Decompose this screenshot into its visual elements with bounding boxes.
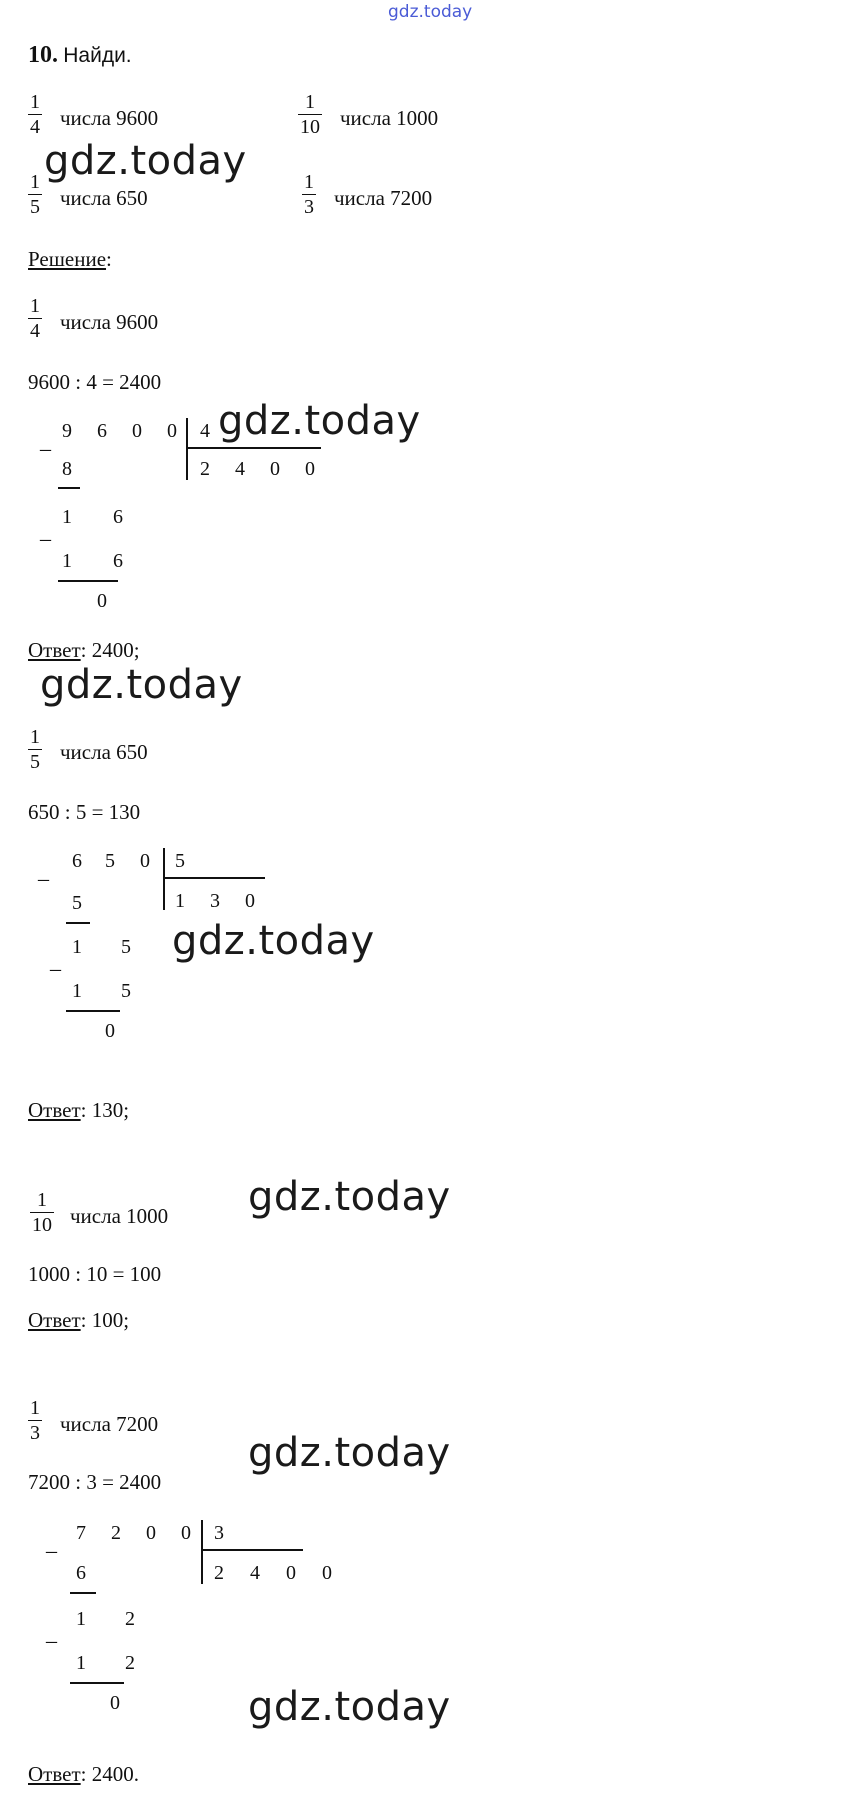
part2-fraction (28, 727, 42, 772)
subtrahend: 1 2 (76, 1652, 152, 1674)
watermark: gdz.today (248, 1430, 451, 1476)
division-horizontal-line (186, 447, 321, 449)
task-title: Найди. (63, 44, 132, 67)
remainder: 1 6 (62, 506, 141, 528)
underline (66, 922, 90, 924)
subtrahend: 1 5 (72, 980, 148, 1002)
solution-colon: : (106, 247, 112, 271)
solution-label (28, 247, 112, 272)
underline (58, 580, 118, 582)
minus-sign: _ (50, 948, 61, 973)
minus-sign: _ (46, 1620, 57, 1645)
minus-sign: _ (38, 858, 49, 883)
answer-label: Ответ (28, 1308, 81, 1332)
item-text: числа 7200 (334, 186, 433, 210)
denominator: 5 (30, 196, 40, 218)
dividend-digit: 0 (181, 1522, 191, 1544)
watermark: gdz.today (44, 138, 247, 184)
divisor: 3 (214, 1522, 224, 1544)
subtrahend: 5 (72, 892, 82, 914)
watermark: gdz.today (248, 1174, 451, 1220)
denominator: 3 (30, 1422, 40, 1444)
division-vertical-line (186, 418, 188, 480)
watermark: gdz.today (218, 398, 421, 444)
denominator: 10 (300, 116, 320, 138)
part1-text: числа 9600 (60, 310, 159, 334)
underline (66, 1010, 120, 1012)
part3-fraction (30, 1190, 54, 1235)
minus-sign: _ (40, 518, 51, 543)
numerator: 1 (305, 91, 315, 113)
quotient-digit: 0 (322, 1562, 332, 1584)
minus-sign: _ (46, 1530, 57, 1555)
answer-label: Ответ (28, 1762, 81, 1786)
remainder: 0 (97, 590, 107, 612)
dividend-digit: 0 (132, 420, 142, 442)
part3-text: числа 1000 (70, 1204, 169, 1228)
underline (70, 1592, 96, 1594)
dividend-digit: 7 (76, 1522, 86, 1544)
denominator: 5 (30, 751, 40, 773)
dividend-digit: 2 (111, 1522, 121, 1544)
answer-value: : 100; (80, 1308, 130, 1332)
part4-text: числа 7200 (60, 1412, 159, 1436)
quotient-digit: 3 (210, 890, 220, 912)
quotient-digit: 4 (250, 1562, 260, 1584)
denominator: 3 (304, 196, 314, 218)
divisor: 4 (200, 420, 210, 442)
item-fraction (28, 172, 42, 217)
quotient-digit: 2 (200, 458, 210, 480)
remainder: 0 (105, 1020, 115, 1042)
part1-fraction (28, 296, 42, 341)
item-text: числа 9600 (60, 106, 159, 130)
part3-answer (28, 1308, 129, 1333)
watermark: gdz.today (172, 918, 375, 964)
dividend-digit: 6 (97, 420, 107, 442)
part4-equation: 7200 : 3 = 2400 (28, 1470, 162, 1494)
numerator: 1 (37, 1189, 47, 1211)
part2-equation: 650 : 5 = 130 (28, 800, 141, 824)
item-text: числа 650 (60, 186, 148, 210)
quotient-digit: 4 (235, 458, 245, 480)
division-horizontal-line (163, 877, 265, 879)
quotient-digit: 0 (245, 890, 255, 912)
quotient-digit: 0 (305, 458, 315, 480)
item-fraction (298, 92, 322, 137)
division-vertical-line (201, 1520, 203, 1584)
numerator: 1 (30, 1397, 40, 1419)
denominator: 10 (32, 1214, 52, 1236)
part4-fraction (28, 1398, 42, 1443)
remainder: 1 2 (76, 1608, 152, 1630)
answer-value: : 2400. (80, 1762, 139, 1786)
item-fraction (28, 92, 42, 137)
denominator: 4 (30, 116, 40, 138)
part3-equation: 1000 : 10 = 100 (28, 1262, 162, 1286)
answer-label: Ответ (28, 638, 81, 662)
numerator: 1 (30, 91, 40, 113)
watermark: gdz.today (248, 1684, 451, 1730)
dividend-digit: 5 (105, 850, 115, 872)
dividend-digit: 0 (146, 1522, 156, 1544)
answer-value: : 130; (80, 1098, 130, 1122)
underline (70, 1682, 124, 1684)
divisor: 5 (175, 850, 185, 872)
answer-value: : 2400; (80, 638, 140, 662)
task-heading (28, 42, 132, 69)
numerator: 1 (30, 726, 40, 748)
numerator: 1 (30, 171, 40, 193)
item-fraction (302, 172, 316, 217)
part4-answer (28, 1762, 139, 1787)
numerator: 1 (304, 171, 314, 193)
item-text: числа 1000 (340, 106, 439, 130)
quotient-digit: 1 (175, 890, 185, 912)
subtrahend: 8 (62, 458, 72, 480)
underline (58, 487, 80, 489)
remainder: 1 5 (72, 936, 148, 958)
minus-sign: _ (40, 428, 51, 453)
dividend-digit: 6 (72, 850, 82, 872)
denominator: 4 (30, 320, 40, 342)
subtrahend: 1 6 (62, 550, 141, 572)
task-number: 10. (28, 42, 58, 68)
site-watermark-top: gdz.today (388, 2, 473, 22)
part1-equation: 9600 : 4 = 2400 (28, 370, 162, 394)
numerator: 1 (30, 295, 40, 317)
quotient-digit: 2 (214, 1562, 224, 1584)
part1-answer (28, 638, 140, 663)
quotient-digit: 0 (286, 1562, 296, 1584)
watermark: gdz.today (40, 662, 243, 708)
subtrahend: 6 (76, 1562, 86, 1584)
dividend-digit: 0 (167, 420, 177, 442)
division-vertical-line (163, 848, 165, 910)
remainder: 0 (110, 1692, 120, 1714)
quotient-digit: 0 (270, 458, 280, 480)
answer-label: Ответ (28, 1098, 81, 1122)
dividend-digit: 9 (62, 420, 72, 442)
division-horizontal-line (201, 1549, 303, 1551)
dividend-digit: 0 (140, 850, 150, 872)
part2-answer (28, 1098, 129, 1123)
solution-label-text: Решение (28, 247, 107, 271)
part2-text: числа 650 (60, 740, 148, 764)
